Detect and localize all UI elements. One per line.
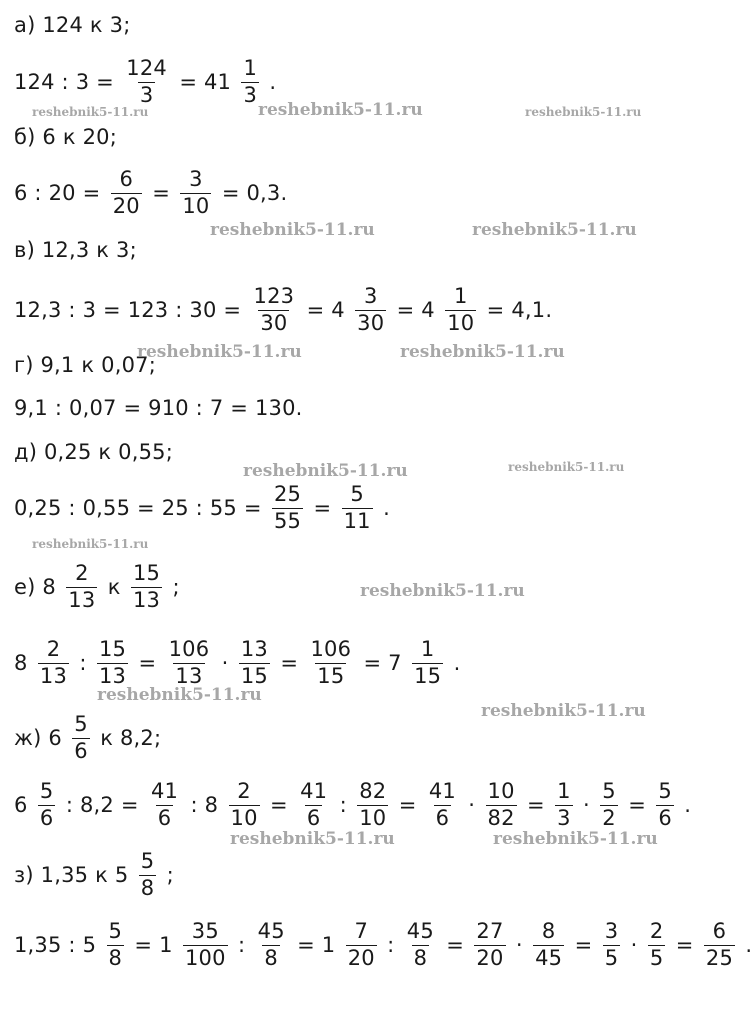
watermark: reshebnik5-11.ru	[230, 829, 395, 849]
math-text: 6 : 20 =	[14, 181, 101, 205]
fraction-denominator: 13	[175, 663, 203, 688]
math-text: 1,35 : 5	[14, 933, 97, 957]
fraction-denominator: 13	[39, 663, 68, 688]
fraction-numerator: 5	[74, 711, 88, 736]
fraction-denominator: 10	[182, 193, 210, 218]
fraction-denominator: 100	[184, 945, 226, 970]
fraction	[600, 780, 618, 830]
fraction	[445, 285, 476, 335]
watermark: reshebnik5-11.ru	[400, 342, 565, 362]
fraction	[38, 780, 56, 830]
fraction-denominator: 3	[139, 82, 154, 107]
fraction-numerator: 3	[189, 166, 203, 191]
fraction-denominator: 5	[604, 945, 619, 970]
fraction-denominator: 3	[243, 82, 258, 107]
fraction	[239, 638, 270, 688]
fraction	[139, 850, 157, 900]
fraction-denominator: 10	[359, 805, 387, 830]
math-text: к 8,2;	[100, 726, 162, 750]
fraction	[38, 638, 69, 688]
math-text: :	[387, 933, 395, 957]
math-text: г) 9,1 к 0,07;	[14, 353, 156, 377]
watermark: reshebnik5-11.ru	[525, 105, 642, 119]
math-text: = 1	[297, 933, 336, 957]
watermark: reshebnik5-11.ru	[258, 100, 423, 120]
watermark: reshebnik5-11.ru	[508, 460, 625, 474]
fraction	[603, 920, 621, 970]
solution-line	[14, 432, 173, 472]
fraction-numerator: 15	[99, 636, 127, 661]
math-text: ;	[166, 863, 174, 887]
math-text: ·	[221, 651, 229, 675]
math-text: 12,3 : 3 = 123 : 30 =	[14, 298, 242, 322]
fraction-numerator: 1	[420, 636, 435, 661]
solution-line	[14, 345, 156, 385]
fraction	[272, 483, 303, 533]
solution-line	[14, 388, 303, 428]
fraction-numerator: 7	[354, 918, 369, 943]
fraction-denominator: 30	[357, 310, 385, 335]
fraction-numerator: 15	[133, 560, 161, 585]
math-text: :	[79, 651, 87, 675]
fraction-denominator: 15	[317, 663, 345, 688]
fraction-denominator: 8	[140, 875, 155, 900]
math-text: ;	[172, 575, 180, 599]
math-text: 0,25 : 0,55 = 25 : 55 =	[14, 496, 262, 520]
math-text: 6	[14, 793, 28, 817]
fraction-numerator: 1	[453, 283, 468, 308]
math-text: 124 : 3 =	[14, 70, 114, 94]
fraction-denominator: 55	[273, 508, 302, 533]
fraction	[66, 562, 97, 612]
fraction	[486, 780, 517, 830]
math-text: з) 1,35 к 5	[14, 863, 129, 887]
fraction	[167, 638, 212, 688]
fraction	[131, 562, 162, 612]
fraction-numerator: 82	[359, 778, 387, 803]
solution-line	[14, 5, 131, 45]
fraction	[111, 168, 142, 218]
math-text: д) 0,25 к 0,55;	[14, 440, 174, 464]
math-text: =	[574, 933, 593, 957]
watermark: reshebnik5-11.ru	[472, 220, 637, 240]
fraction-numerator: 35	[191, 918, 219, 943]
watermark: reshebnik5-11.ru	[210, 220, 375, 240]
fraction-numerator: 2	[649, 918, 664, 943]
watermark: reshebnik5-11.ru	[243, 461, 408, 481]
math-text: к	[107, 575, 121, 599]
math-text: ·	[630, 933, 638, 957]
math-text: = 7	[363, 651, 402, 675]
solution-line	[14, 166, 288, 218]
fraction-numerator: 5	[108, 918, 123, 943]
math-text: ·	[468, 793, 476, 817]
watermark: reshebnik5-11.ru	[481, 701, 646, 721]
math-text: : 8,2 =	[65, 793, 139, 817]
fraction-numerator: 41	[150, 778, 179, 803]
fraction-numerator: 5	[602, 778, 616, 803]
math-text: =	[398, 793, 417, 817]
fraction-denominator: 20	[112, 193, 140, 218]
fraction	[342, 483, 373, 533]
fraction-numerator: 1	[557, 778, 571, 803]
solution-line	[14, 778, 692, 830]
fraction-numerator: 2	[75, 560, 89, 585]
fraction-numerator: 10	[487, 778, 515, 803]
math-text: 9,1 : 0,07 = 910 : 7 = 130.	[14, 396, 303, 420]
fraction	[308, 638, 353, 688]
fraction	[405, 920, 436, 970]
fraction	[648, 920, 666, 970]
fraction-denominator: 82	[487, 805, 515, 830]
solution-line	[14, 481, 390, 533]
watermark: reshebnik5-11.ru	[493, 829, 658, 849]
fraction	[72, 713, 90, 763]
fraction-denominator: 8	[413, 945, 428, 970]
fraction	[355, 285, 386, 335]
fraction-numerator: 41	[300, 778, 328, 803]
fraction	[252, 285, 297, 335]
math-text: .	[269, 70, 277, 94]
fraction-denominator: 6	[435, 805, 450, 830]
fraction	[124, 57, 169, 107]
solution-line	[14, 918, 752, 970]
math-text: = 4	[396, 298, 435, 322]
fraction-numerator: 106	[310, 636, 352, 661]
math-text: .	[453, 651, 461, 675]
math-text: =	[446, 933, 465, 957]
fraction-numerator: 106	[168, 636, 210, 661]
watermark: reshebnik5-11.ru	[360, 581, 525, 601]
fraction	[474, 920, 505, 970]
fraction	[533, 920, 564, 970]
fraction-numerator: 3	[604, 918, 619, 943]
fraction-numerator: 6	[712, 918, 727, 943]
solution-line	[14, 848, 174, 900]
math-text: : 8	[190, 793, 219, 817]
fraction	[256, 920, 287, 970]
fraction-numerator: 8	[541, 918, 556, 943]
math-text: ж) 6	[14, 726, 62, 750]
math-text: .	[383, 496, 390, 520]
fraction-numerator: 2	[46, 636, 61, 661]
math-text: =	[675, 933, 694, 957]
math-text: :	[339, 793, 347, 817]
fraction-denominator: 10	[230, 805, 258, 830]
math-text: ·	[583, 793, 590, 817]
fraction-denominator: 13	[99, 663, 127, 688]
fraction-denominator: 45	[535, 945, 563, 970]
fraction-denominator: 2	[602, 805, 616, 830]
fraction-denominator: 6	[306, 805, 321, 830]
solution-line	[14, 560, 180, 612]
math-text: = 41	[179, 70, 232, 94]
math-text: .	[684, 793, 692, 817]
fraction	[298, 780, 329, 830]
math-text: =	[313, 496, 332, 520]
fraction-denominator: 8	[264, 945, 278, 970]
fraction-denominator: 6	[658, 805, 672, 830]
fraction	[97, 638, 128, 688]
fraction-numerator: 123	[253, 283, 295, 308]
solution-line	[14, 711, 162, 763]
solution-line	[14, 117, 117, 157]
fraction-denominator: 15	[240, 663, 268, 688]
math-text: =	[280, 651, 299, 675]
math-text: =	[527, 793, 545, 817]
fraction-denominator: 6	[39, 805, 54, 830]
fraction-denominator: 8	[108, 945, 123, 970]
watermark: reshebnik5-11.ru	[137, 342, 302, 362]
fraction-numerator: 5	[39, 778, 54, 803]
fraction-numerator: 5	[140, 848, 155, 873]
math-text: =	[628, 793, 646, 817]
fraction-denominator: 5	[649, 945, 664, 970]
fraction	[149, 780, 180, 830]
math-text: = 0,3.	[221, 181, 288, 205]
fraction	[229, 780, 260, 830]
fraction	[346, 920, 377, 970]
fraction	[412, 638, 443, 688]
fraction	[656, 780, 674, 830]
math-text: е) 8	[14, 575, 56, 599]
fraction-denominator: 3	[557, 805, 571, 830]
math-text: 8	[14, 651, 28, 675]
fraction-denominator: 6	[157, 805, 172, 830]
math-text: =	[138, 651, 157, 675]
solution-line	[14, 230, 137, 270]
fraction-numerator: 45	[406, 918, 434, 943]
fraction-numerator: 25	[273, 481, 302, 506]
fraction-numerator: 27	[476, 918, 504, 943]
fraction-numerator: 124	[126, 55, 167, 80]
fraction-denominator: 15	[414, 663, 442, 688]
fraction	[704, 920, 735, 970]
fraction-numerator: 1	[243, 55, 258, 80]
watermark: reshebnik5-11.ru	[97, 685, 262, 705]
math-text: ·	[515, 933, 523, 957]
solution-line	[14, 55, 277, 107]
math-text: :	[238, 933, 246, 957]
math-text: = 4,1.	[486, 298, 553, 322]
fraction-numerator: 41	[428, 778, 456, 803]
fraction	[357, 780, 388, 830]
fraction-denominator: 11	[343, 508, 371, 533]
math-text: а) 124 к 3;	[14, 13, 131, 37]
fraction	[183, 920, 228, 970]
fraction	[555, 780, 573, 830]
math-text: в) 12,3 к 3;	[14, 238, 137, 262]
watermark: reshebnik5-11.ru	[32, 537, 149, 551]
math-text: = 1	[134, 933, 173, 957]
fraction-denominator: 13	[68, 587, 96, 612]
math-text: б) 6 к 20;	[14, 125, 118, 149]
fraction	[180, 168, 211, 218]
fraction-numerator: 5	[350, 481, 364, 506]
fraction-denominator: 25	[705, 945, 734, 970]
fraction-numerator: 13	[240, 636, 268, 661]
fraction-numerator: 3	[363, 283, 378, 308]
solution-line	[14, 636, 461, 688]
fraction-numerator: 6	[119, 166, 134, 191]
solution-line	[14, 283, 553, 335]
fraction-denominator: 20	[347, 945, 375, 970]
fraction-denominator: 20	[476, 945, 504, 970]
math-text: = 4	[306, 298, 345, 322]
fraction-denominator: 10	[447, 310, 475, 335]
fraction	[107, 920, 125, 970]
fraction	[427, 780, 458, 830]
fraction-numerator: 2	[237, 778, 251, 803]
math-text: =	[269, 793, 288, 817]
fraction	[241, 57, 259, 107]
fraction-denominator: 6	[74, 738, 88, 763]
fraction-numerator: 5	[658, 778, 672, 803]
fraction-denominator: 13	[133, 587, 161, 612]
fraction-denominator: 30	[260, 310, 288, 335]
watermark: reshebnik5-11.ru	[32, 105, 149, 119]
math-text: .	[745, 933, 752, 957]
math-text: =	[152, 181, 170, 205]
fraction-numerator: 45	[257, 918, 285, 943]
